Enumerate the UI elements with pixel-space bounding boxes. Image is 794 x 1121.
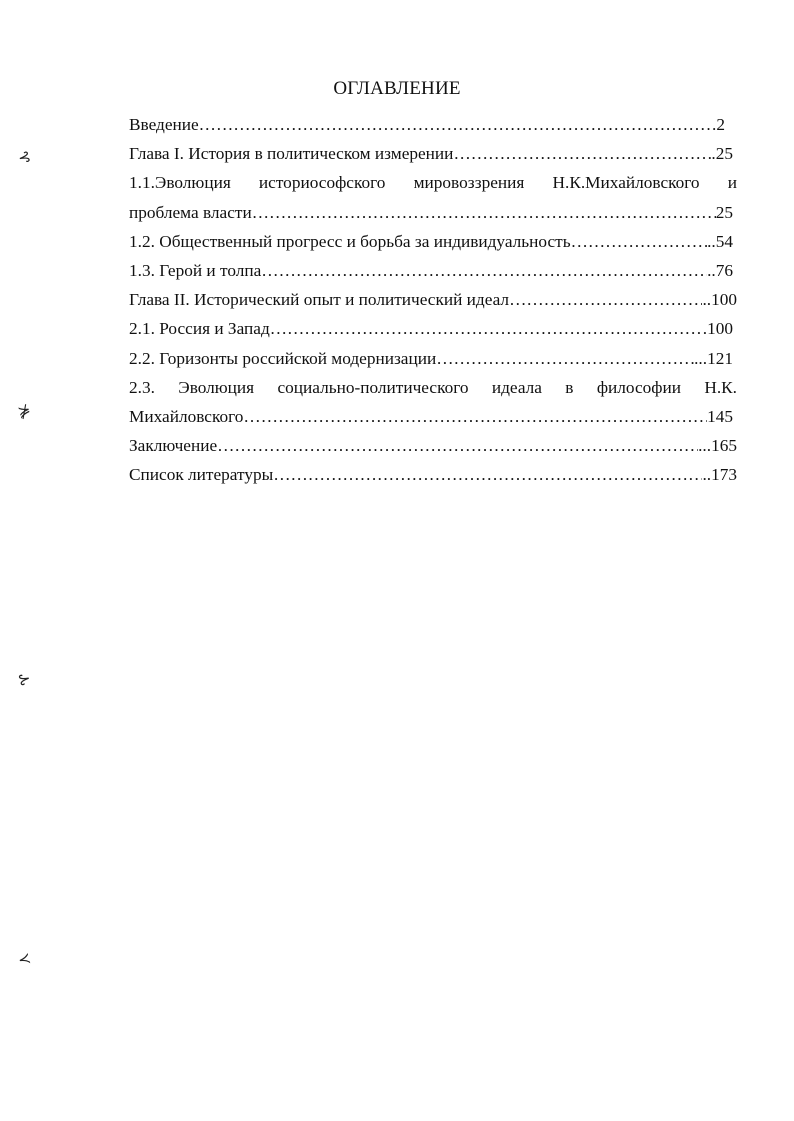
scan-mark-icon: ⋡ bbox=[15, 400, 33, 422]
toc-entry-page: .2 bbox=[712, 115, 725, 134]
dot-leader bbox=[453, 139, 711, 168]
toc-entry-label: 1.3. Герой и толпа bbox=[129, 260, 262, 280]
toc-entry-introduction[interactable] bbox=[129, 110, 725, 139]
toc-entry-section-2-3[interactable] bbox=[129, 373, 737, 431]
toc-entry-section-1-1[interactable] bbox=[129, 168, 737, 226]
dot-leader bbox=[270, 314, 703, 343]
dot-leader bbox=[199, 110, 712, 139]
scan-mark-icon: ⊱ bbox=[15, 668, 33, 690]
toc-entry-page: ...121 bbox=[694, 348, 733, 368]
toc-entry-page: .25 bbox=[711, 144, 733, 164]
toc-entry-page: .100 bbox=[702, 319, 733, 339]
toc-entry-label: 2.2. Горизонты российской модернизации bbox=[129, 348, 437, 368]
toc-entry-chapter-1[interactable] bbox=[129, 139, 733, 168]
toc-entry-conclusion[interactable] bbox=[129, 431, 737, 460]
dot-leader bbox=[261, 256, 707, 285]
toc-entry-label: Заключение bbox=[129, 436, 218, 456]
toc-entry-page: ...165 bbox=[698, 436, 737, 456]
dot-leader bbox=[243, 402, 707, 431]
scan-mark-icon: ≺ bbox=[15, 948, 33, 970]
toc-entry-label: проблема власти bbox=[129, 202, 252, 222]
dot-leader bbox=[273, 460, 702, 489]
toc-entry-section-1-2[interactable] bbox=[129, 227, 733, 256]
toc-entry-page: ..76 bbox=[707, 260, 733, 280]
toc-entry-page: ..54 bbox=[707, 231, 733, 251]
toc-entry-section-2-2[interactable] bbox=[129, 344, 733, 373]
dot-leader bbox=[571, 227, 707, 256]
toc-entry-page: ..100 bbox=[702, 290, 737, 310]
toc-entry-page: 145 bbox=[707, 406, 733, 426]
toc-entry-label: 1.2. Общественный прогресс и борьба за индивидуальность bbox=[129, 231, 571, 251]
dot-leader bbox=[436, 344, 694, 373]
toc-entry-label: Введение bbox=[129, 115, 199, 134]
toc-entry-label: 2.1. Россия и Запад bbox=[129, 319, 270, 339]
dot-leader bbox=[509, 285, 702, 314]
scan-mark-icon: ⊰ bbox=[15, 146, 33, 168]
dot-leader bbox=[217, 431, 698, 460]
table-of-contents bbox=[129, 110, 737, 489]
toc-entry-page: ..173 bbox=[702, 465, 737, 485]
toc-entry-section-1-3[interactable] bbox=[129, 256, 733, 285]
toc-entry-label-line1: 2.3. Эволюция социально-политического идеала в философии Н.К. bbox=[129, 377, 737, 397]
dot-leader bbox=[252, 198, 716, 227]
toc-entry-chapter-2[interactable] bbox=[129, 285, 737, 314]
toc-entry-section-2-1[interactable] bbox=[129, 314, 733, 343]
toc-entry-label: Михайловского bbox=[129, 406, 244, 426]
toc-entry-page: 25 bbox=[715, 202, 733, 222]
toc-entry-label: Глава II. Исторический опыт и политический идеал bbox=[129, 290, 510, 310]
toc-entry-label: Список литературы bbox=[129, 465, 274, 485]
toc-entry-label-line1: 1.1.Эволюция историософского мировоззрения Н.К.Михайловского и bbox=[129, 173, 737, 193]
toc-heading: ОГЛАВЛЕНИЕ bbox=[333, 78, 461, 99]
toc-entry-bibliography[interactable] bbox=[129, 460, 737, 489]
toc-entry-label: Глава I. История в политическом измерении bbox=[129, 144, 454, 164]
